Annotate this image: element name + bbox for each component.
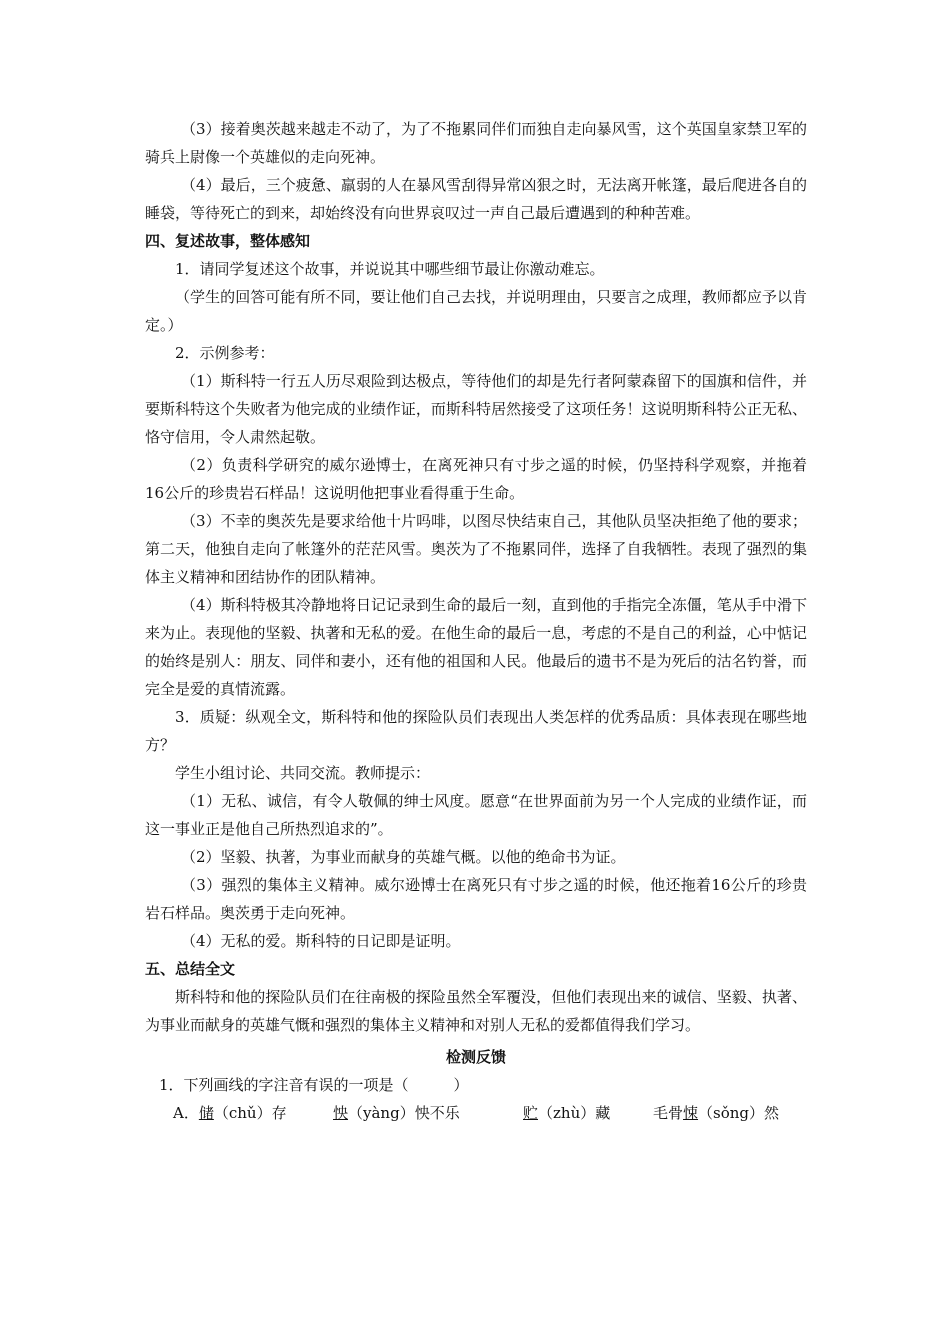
section-heading-4: 四、复述故事，整体感知 <box>145 232 311 250</box>
option-a <box>173 1099 333 1127</box>
example-2: （2）负责科学研究的威尔逊博士，在离死神只有寸步之遥的时候，仍坚持科学观察，并拖着16公斤的珍贵岩石样品！这说明他把事业看得重于生命。 <box>145 456 807 502</box>
option-d-underlined: 悚 <box>683 1104 699 1122</box>
option-d-rest: （sǒng）然 <box>698 1104 780 1122</box>
option-a-underlined: 储 <box>198 1104 214 1122</box>
option-a-rest: （chǔ）存 <box>213 1104 287 1122</box>
summary-paragraph: 斯科特和他的探险队员们在往南极的探险虽然全军覆没，但他们表现出来的诚信、坚毅、执著、为事业而献身的英雄气慨和强烈的集体主义精神和对别人无私的爱都值得我们学习。 <box>145 988 807 1034</box>
question-1: 1．请同学复述这个故事，并说说其中哪些细节最让你激动难忘。 <box>175 260 605 278</box>
document-page <box>145 115 807 1127</box>
option-b <box>333 1099 523 1127</box>
hint-2: （2）坚毅、执著，为事业而献身的英雄气概。以他的绝命书为证。 <box>181 848 626 866</box>
option-a-prefix: A． <box>173 1104 199 1122</box>
feedback-title: 检测反馈 <box>445 1048 506 1066</box>
question-3-intro: 学生小组讨论、共同交流。教师提示： <box>175 764 431 782</box>
paragraph-item-3: （3）接着奥茨越来越走不动了，为了不拖累同伴们而独自走向暴风雪，这个英国皇家禁卫军的骑兵上尉像一个英雄似的走向死神。 <box>145 120 807 166</box>
section-heading-5: 五、总结全文 <box>145 960 236 978</box>
answer-options <box>145 1099 807 1127</box>
example-1: （1）斯科特一行五人历尽艰险到达极点，等待他们的却是先行者阿蒙森留下的国旗和信件，并要斯科特这个失败者为他完成的业绩作证，而斯科特居然接受了这项任务！这说明斯科特公正无私、恪守信用，令人肃然起敬。 <box>145 372 807 446</box>
option-b-underlined: 怏 <box>333 1104 349 1122</box>
example-3: （3）不幸的奥茨先是要求给他十片吗啡，以图尽快结束自己，其他队员坚决拒绝了他的要求；第二天，他独自走向了帐篷外的茫茫风雪。奥茨为了不拖累同伴，选择了自我牺牲。表现了强烈的集体主义精神和团结协作的团队精神。 <box>145 512 807 586</box>
hint-4: （4）无私的爱。斯科特的日记即是证明。 <box>181 932 461 950</box>
example-4: （4）斯科特极其冷静地将日记记录到生命的最后一刻，直到他的手指完全冻僵，笔从手中滑下来为止。表现他的坚毅、执著和无私的爱。在他生命的最后一息，考虑的不是自己的利益，心中惦记的始终是别人：朋友、同伴和妻小，还有他的祖国和人民。他最后的遗书不是为死后的沽名钓誉，而完全是爱的真情流露。 <box>145 596 807 698</box>
option-c-underlined: 贮 <box>523 1104 539 1122</box>
question-3: 3．质疑：纵观全文，斯科特和他的探险队员们表现出人类怎样的优秀品质：具体表现在哪些地方？ <box>145 708 807 754</box>
option-d-prefix: 毛骨 <box>653 1104 684 1122</box>
question-2: 2．示例参考： <box>175 344 275 362</box>
paragraph-item-4: （4）最后，三个疲惫、羸弱的人在暴风雪刮得异常凶狠之时，无法离开帐篷，最后爬进各自的睡袋，等待死亡的到来，却始终没有向世界哀叹过一声自己最后遭遇到的种种苦难。 <box>145 176 807 222</box>
hint-1: （1）无私、诚信，有令人敬佩的绅士风度。愿意“在世界面前为另一个人完成的业绩作证，而这一事业正是他自己所热烈追求的”。 <box>145 792 807 838</box>
question-1-note: （学生的回答可能有所不同，要让他们自己去找，并说明理由，只要言之成理，教师都应予以肯定。） <box>145 288 807 334</box>
hint-3: （3）强烈的集体主义精神。威尔逊博士在离死只有寸步之遥的时候，他还拖着16公斤的珍贵岩石样品。奥茨勇于走向死神。 <box>145 876 807 922</box>
feedback-question-1: 1．下列画线的字注音有误的一项是（ ） <box>159 1076 469 1094</box>
option-c <box>523 1099 653 1127</box>
option-d <box>653 1099 779 1127</box>
option-c-rest: （zhù）藏 <box>538 1104 611 1122</box>
option-b-rest: （yàng）怏不乐 <box>348 1104 460 1122</box>
